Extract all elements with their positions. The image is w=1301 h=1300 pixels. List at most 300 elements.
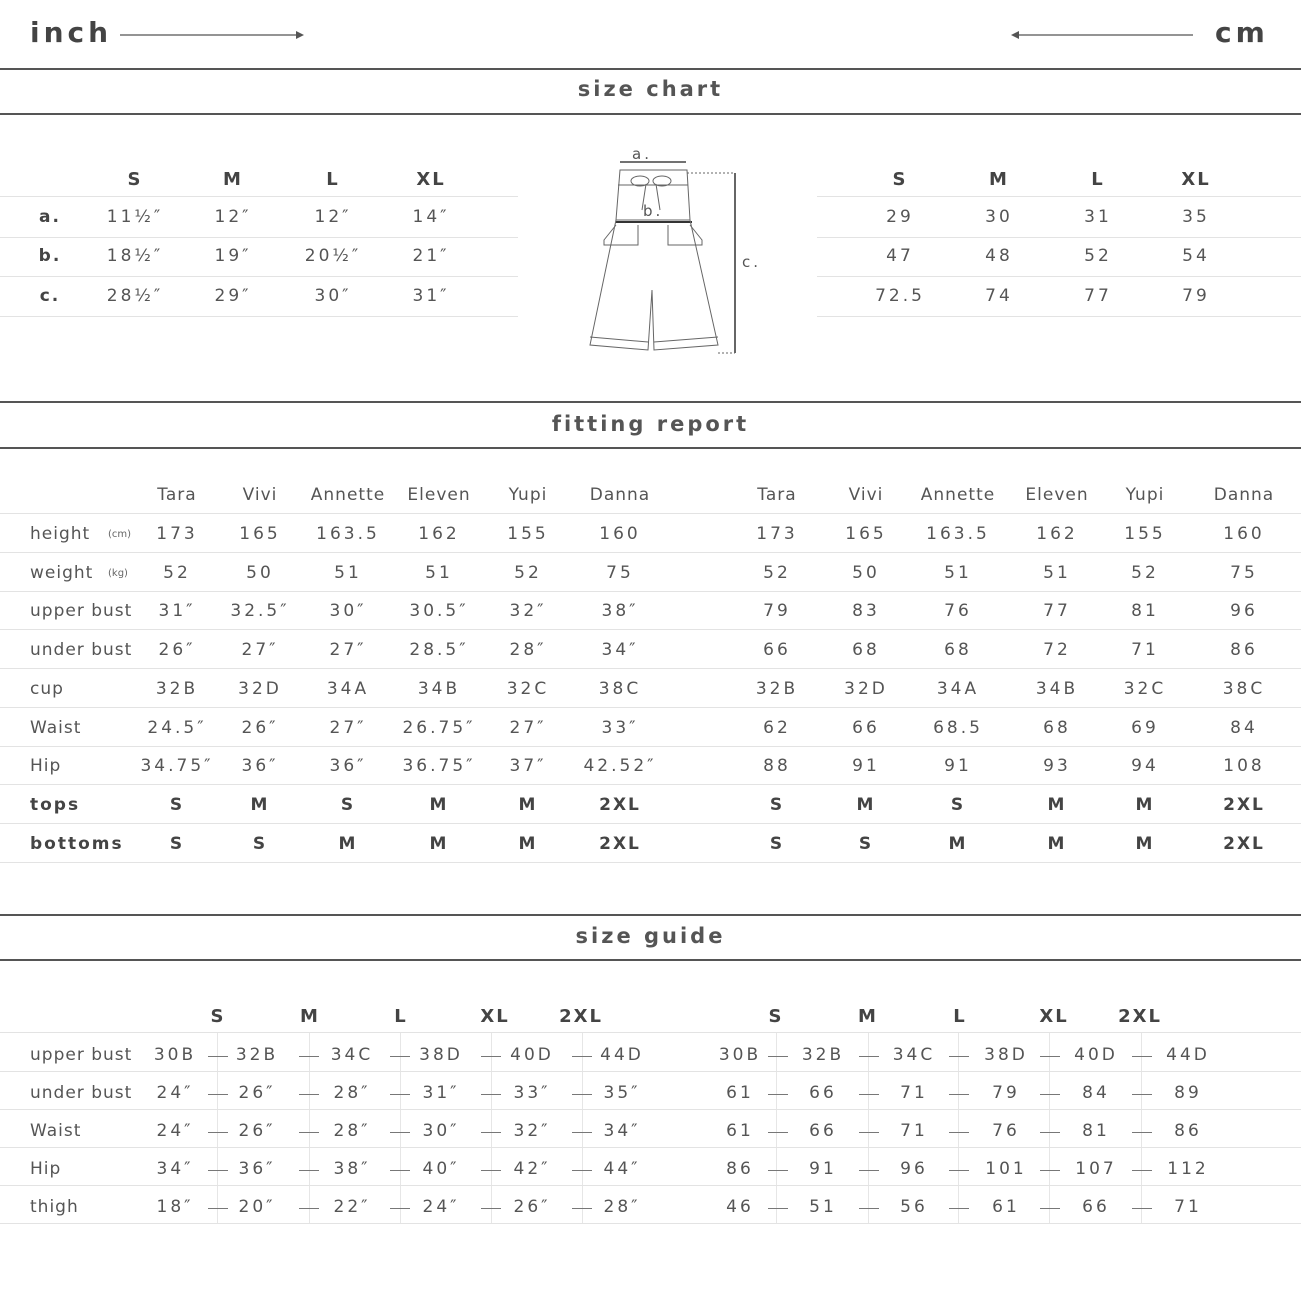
guide-cell-inch: 28″ (333, 1121, 371, 1141)
divider (0, 914, 1301, 916)
fitting-cell-cm: 93 (1043, 756, 1071, 777)
fitting-cell-inch: 32B (155, 678, 199, 699)
range-dash (1132, 1208, 1152, 1209)
model-name-inch: Yupi (508, 485, 548, 505)
fitting-cell-cm: 91 (852, 756, 880, 777)
fitting-cell-inch: M (429, 794, 449, 815)
guide-cell-inch: 24″ (156, 1083, 194, 1103)
range-dash (1132, 1094, 1152, 1095)
fitting-cell-inch: M (338, 833, 358, 854)
fitting-cell-cm: 52 (763, 562, 791, 583)
range-dash (1132, 1170, 1152, 1171)
size-chart-row-label: a. (39, 207, 61, 227)
range-dash (1040, 1208, 1060, 1209)
row-divider (817, 316, 1301, 317)
fitting-row-label: cup (30, 678, 64, 699)
right-arrow-icon (120, 28, 305, 42)
fitting-cell-inch: 42.52″ (583, 756, 657, 777)
size-chart-cell-cm: 48 (985, 246, 1013, 266)
diagram-label-b: b. (643, 202, 664, 220)
column-divider (400, 1033, 401, 1223)
divider (0, 959, 1301, 961)
size-header-inch: S (127, 169, 143, 190)
fitting-cell-inch: 36″ (329, 756, 367, 777)
unit-label: (cm) (108, 529, 132, 540)
column-divider (1049, 1033, 1050, 1223)
fitting-cell-cm: 32B (755, 678, 799, 699)
size-chart-cell-cm: 52 (1084, 246, 1112, 266)
fitting-cell-inch: 38″ (601, 601, 639, 622)
fitting-cell-inch: 173 (156, 524, 198, 544)
diagram-label-c: c. (742, 253, 762, 271)
size-header-cm: XL (1181, 169, 1211, 190)
size-chart-cell-inch: 14″ (412, 207, 450, 227)
fitting-cell-inch: 51 (425, 562, 453, 583)
column-divider (582, 1033, 583, 1223)
fitting-cell-inch: 26.75″ (402, 717, 476, 738)
range-dash (299, 1094, 319, 1095)
size-chart-cell-inch: 30″ (314, 286, 352, 306)
guide-cell-inch: 26″ (238, 1121, 276, 1141)
fitting-cell-inch: 160 (599, 524, 641, 544)
guide-cell-cm: 61 (992, 1197, 1020, 1217)
size-chart-cell-cm: 30 (985, 207, 1013, 227)
cm-unit-label: cm (1215, 16, 1269, 49)
guide-cell-cm: 56 (900, 1197, 928, 1217)
fitting-cell-cm: 94 (1131, 756, 1159, 777)
range-dash (949, 1094, 969, 1095)
row-divider (0, 707, 1301, 708)
fitting-cell-inch: 27″ (241, 640, 279, 661)
fitting-cell-inch: 31″ (158, 601, 196, 622)
guide-cell-cm: 30B (718, 1045, 762, 1065)
fitting-cell-cm: 75 (1230, 562, 1258, 583)
range-dash (299, 1132, 319, 1133)
guide-cell-inch: 32″ (513, 1121, 551, 1141)
range-dash (481, 1132, 501, 1133)
row-divider (0, 1185, 1301, 1186)
range-dash (768, 1094, 788, 1095)
guide-size-header-inch: M (300, 1006, 320, 1027)
range-dash (572, 1094, 592, 1095)
guide-cell-cm: 38D (984, 1045, 1028, 1065)
range-dash (859, 1094, 879, 1095)
row-divider (817, 237, 1301, 238)
range-dash (1132, 1132, 1152, 1133)
fitting-cell-inch: 28.5″ (409, 640, 469, 661)
guide-cell-cm: 112 (1167, 1159, 1209, 1179)
guide-cell-cm: 40D (1074, 1045, 1118, 1065)
range-dash (481, 1094, 501, 1095)
row-divider (0, 316, 518, 317)
model-name-cm: Annette (920, 485, 996, 505)
fitting-cell-cm: 165 (845, 524, 887, 544)
model-name-cm: Eleven (1025, 485, 1089, 505)
range-dash (572, 1132, 592, 1133)
fitting-cell-cm: 163.5 (926, 524, 990, 544)
fitting-cell-inch: 52 (514, 562, 542, 583)
range-dash (208, 1132, 228, 1133)
model-name-inch: Tara (157, 485, 197, 505)
model-name-inch: Eleven (407, 485, 471, 505)
guide-size-header-inch: L (394, 1006, 408, 1027)
size-header-cm: S (892, 169, 908, 190)
range-dash (768, 1056, 788, 1057)
fitting-cell-cm: 79 (763, 601, 791, 622)
size-chart-row-label: c. (39, 286, 61, 306)
size-chart-cell-inch: 21″ (412, 246, 450, 266)
guide-cell-cm: 32B (801, 1045, 845, 1065)
fitting-cell-inch: 36.75″ (402, 756, 476, 777)
guide-cell-cm: 101 (985, 1159, 1027, 1179)
guide-cell-cm: 71 (1174, 1197, 1202, 1217)
fitting-cell-inch: 34B (417, 678, 461, 699)
range-dash (390, 1208, 410, 1209)
column-divider (491, 1033, 492, 1223)
row-divider (0, 1071, 1301, 1072)
fitting-cell-cm: 72 (1043, 640, 1071, 661)
fitting-cell-inch: 2XL (599, 794, 641, 815)
guide-cell-inch: 35″ (603, 1083, 641, 1103)
range-dash (1132, 1056, 1152, 1057)
size-chart-cell-cm: 77 (1084, 286, 1112, 306)
guide-cell-inch: 42″ (513, 1159, 551, 1179)
size-chart-cell-inch: 29″ (214, 286, 252, 306)
size-header-inch: M (223, 169, 243, 190)
guide-size-header-inch: 2XL (559, 1006, 603, 1027)
guide-cell-cm: 91 (809, 1159, 837, 1179)
guide-cell-cm: 51 (809, 1197, 837, 1217)
divider (0, 447, 1301, 449)
guide-size-header-cm: 2XL (1118, 1006, 1162, 1027)
row-divider (0, 1032, 1301, 1033)
guide-cell-cm: 71 (900, 1083, 928, 1103)
range-dash (949, 1056, 969, 1057)
range-dash (1040, 1094, 1060, 1095)
fitting-cell-cm: M (1135, 833, 1155, 854)
guide-row-label: under bust (30, 1083, 133, 1103)
fitting-cell-cm: 2XL (1223, 794, 1265, 815)
range-dash (572, 1170, 592, 1171)
size-chart-cell-cm: 74 (985, 286, 1013, 306)
fitting-cell-cm: 155 (1124, 524, 1166, 544)
fitting-cell-cm: 52 (1131, 562, 1159, 583)
fitting-cell-cm: S (858, 833, 874, 854)
fitting-report-title: fitting report (551, 412, 750, 436)
fitting-row-label: under bust (30, 640, 133, 661)
size-chart-cell-inch: 18½″ (106, 246, 164, 266)
guide-cell-inch: 34″ (603, 1121, 641, 1141)
range-dash (1040, 1132, 1060, 1133)
range-dash (859, 1170, 879, 1171)
fitting-row-label: bottoms (30, 833, 124, 854)
diagram-label-a: a. (632, 145, 652, 163)
guide-cell-cm: 86 (1174, 1121, 1202, 1141)
range-dash (1040, 1170, 1060, 1171)
fitting-row-label: upper bust (30, 601, 133, 622)
fitting-cell-inch: 32.5″ (230, 601, 290, 622)
guide-cell-inch: 20″ (238, 1197, 276, 1217)
fitting-cell-cm: 66 (852, 717, 880, 738)
fitting-cell-inch: 163.5 (316, 524, 380, 544)
range-dash (949, 1132, 969, 1133)
size-chart-cell-cm: 72.5 (875, 286, 925, 306)
range-dash (208, 1094, 228, 1095)
size-chart-cell-cm: 47 (886, 246, 914, 266)
fitting-cell-cm: M (1135, 794, 1155, 815)
fitting-cell-inch: S (340, 794, 356, 815)
guide-size-header-cm: XL (1039, 1006, 1069, 1027)
guide-cell-inch: 26″ (238, 1083, 276, 1103)
range-dash (768, 1132, 788, 1133)
fitting-cell-cm: M (1047, 794, 1067, 815)
fitting-cell-cm: 84 (1230, 717, 1258, 738)
fitting-cell-inch: 38C (598, 678, 642, 699)
range-dash (572, 1056, 592, 1057)
fitting-cell-cm: 32C (1123, 678, 1167, 699)
row-divider (0, 591, 1301, 592)
guide-cell-cm: 81 (1082, 1121, 1110, 1141)
guide-cell-inch: 34″ (156, 1159, 194, 1179)
guide-size-header-cm: L (953, 1006, 967, 1027)
guide-cell-inch: 38″ (333, 1159, 371, 1179)
guide-cell-inch: 40″ (422, 1159, 460, 1179)
fitting-row-label: tops (30, 794, 81, 815)
fitting-cell-cm: S (769, 833, 785, 854)
pants-diagram-icon (580, 140, 760, 375)
fitting-cell-cm: 71 (1131, 640, 1159, 661)
fitting-cell-inch: 24.5″ (147, 717, 207, 738)
column-divider (958, 1033, 959, 1223)
column-divider (868, 1033, 869, 1223)
fitting-row-label: weight (30, 562, 94, 583)
fitting-cell-cm: 162 (1036, 524, 1078, 544)
guide-row-label: Hip (30, 1159, 62, 1179)
fitting-row-label: Waist (30, 717, 82, 738)
guide-size-header-inch: S (210, 1006, 226, 1027)
row-divider (0, 823, 1301, 824)
range-dash (859, 1208, 879, 1209)
fitting-cell-cm: 68 (944, 640, 972, 661)
row-divider (0, 784, 1301, 785)
guide-cell-cm: 71 (900, 1121, 928, 1141)
range-dash (299, 1170, 319, 1171)
guide-size-header-cm: M (858, 1006, 878, 1027)
fitting-cell-inch: 2XL (599, 833, 641, 854)
guide-cell-cm: 61 (726, 1121, 754, 1141)
column-divider (776, 1033, 777, 1223)
guide-row-label: Waist (30, 1121, 82, 1141)
fitting-cell-inch: S (252, 833, 268, 854)
fitting-cell-cm: 38C (1222, 678, 1266, 699)
fitting-row-label: Hip (30, 756, 62, 777)
range-dash (949, 1208, 969, 1209)
fitting-cell-cm: 173 (756, 524, 798, 544)
guide-cell-inch: 33″ (513, 1083, 551, 1103)
guide-cell-inch: 36″ (238, 1159, 276, 1179)
model-name-cm: Danna (1213, 485, 1275, 505)
range-dash (481, 1170, 501, 1171)
size-chart-cell-inch: 31″ (412, 286, 450, 306)
guide-cell-inch: 26″ (513, 1197, 551, 1217)
guide-cell-inch: 30″ (422, 1121, 460, 1141)
inch-unit-label: inch (30, 16, 113, 49)
guide-cell-inch: 22″ (333, 1197, 371, 1217)
row-divider (0, 862, 1301, 863)
fitting-cell-inch: 34″ (601, 640, 639, 661)
row-divider (0, 552, 1301, 553)
range-dash (768, 1208, 788, 1209)
fitting-cell-inch: 33″ (601, 717, 639, 738)
guide-cell-inch: 24″ (422, 1197, 460, 1217)
fitting-cell-cm: 160 (1223, 524, 1265, 544)
size-chart-cell-inch: 28½″ (106, 286, 164, 306)
model-name-cm: Tara (757, 485, 797, 505)
guide-cell-inch: 40D (510, 1045, 554, 1065)
fitting-cell-cm: 68.5 (933, 717, 983, 738)
row-divider (0, 1223, 1301, 1224)
row-divider (817, 276, 1301, 277)
range-dash (299, 1208, 319, 1209)
fitting-cell-cm: 86 (1230, 640, 1258, 661)
range-dash (208, 1170, 228, 1171)
fitting-cell-inch: 162 (418, 524, 460, 544)
range-dash (481, 1208, 501, 1209)
range-dash (390, 1132, 410, 1133)
size-chart-cell-inch: 20½″ (304, 246, 362, 266)
fitting-cell-cm: 108 (1223, 756, 1265, 777)
fitting-cell-cm: 77 (1043, 601, 1071, 622)
range-dash (208, 1208, 228, 1209)
size-header-inch: L (326, 169, 340, 190)
fitting-cell-cm: 34B (1035, 678, 1079, 699)
row-divider (817, 196, 1301, 197)
guide-row-label: upper bust (30, 1045, 133, 1065)
guide-row-label: thigh (30, 1197, 79, 1217)
row-divider (0, 1109, 1301, 1110)
fitting-cell-inch: 51 (334, 562, 362, 583)
range-dash (859, 1132, 879, 1133)
fitting-cell-inch: 27″ (329, 717, 367, 738)
fitting-cell-cm: 2XL (1223, 833, 1265, 854)
fitting-cell-cm: 68 (1043, 717, 1071, 738)
size-guide-title: size guide (575, 924, 726, 948)
guide-cell-inch: 34C (330, 1045, 374, 1065)
size-chart-cell-inch: 19″ (214, 246, 252, 266)
guide-cell-inch: 31″ (422, 1083, 460, 1103)
guide-size-header-cm: S (768, 1006, 784, 1027)
size-chart-cell-inch: 12″ (314, 207, 352, 227)
row-divider (0, 513, 1301, 514)
fitting-cell-inch: 165 (239, 524, 281, 544)
range-dash (768, 1170, 788, 1171)
size-chart-cell-cm: 79 (1182, 286, 1210, 306)
range-dash (572, 1208, 592, 1209)
divider (0, 68, 1301, 70)
fitting-cell-cm: 50 (852, 562, 880, 583)
fitting-cell-inch: 34A (326, 678, 370, 699)
fitting-cell-cm: M (948, 833, 968, 854)
guide-cell-inch: 32B (235, 1045, 279, 1065)
size-chart-cell-inch: 12″ (214, 207, 252, 227)
row-divider (0, 746, 1301, 747)
fitting-cell-cm: M (1047, 833, 1067, 854)
fitting-cell-cm: 51 (1043, 562, 1071, 583)
model-name-cm: Vivi (848, 485, 884, 505)
fitting-cell-inch: 27″ (509, 717, 547, 738)
guide-cell-inch: 28″ (603, 1197, 641, 1217)
fitting-cell-cm: 62 (763, 717, 791, 738)
column-divider (1141, 1033, 1142, 1223)
guide-cell-cm: 34C (892, 1045, 936, 1065)
size-chart-cell-inch: 11½″ (106, 207, 164, 227)
size-chart-row-label: b. (38, 246, 62, 266)
column-divider (217, 1033, 218, 1223)
fitting-cell-inch: S (169, 833, 185, 854)
size-header-inch: XL (416, 169, 446, 190)
range-dash (390, 1056, 410, 1057)
range-dash (299, 1056, 319, 1057)
fitting-cell-cm: 32D (844, 678, 888, 699)
guide-cell-cm: 79 (992, 1083, 1020, 1103)
fitting-cell-inch: 37″ (509, 756, 547, 777)
fitting-cell-inch: 26″ (241, 717, 279, 738)
fitting-cell-inch: M (518, 833, 538, 854)
row-divider (0, 276, 518, 277)
row-divider (0, 668, 1301, 669)
range-dash (481, 1056, 501, 1057)
unit-label: (kg) (108, 567, 128, 579)
fitting-cell-inch: 36″ (241, 756, 279, 777)
range-dash (859, 1056, 879, 1057)
divider (0, 401, 1301, 403)
guide-size-header-inch: XL (480, 1006, 510, 1027)
left-arrow-icon (1010, 28, 1195, 42)
fitting-cell-inch: 52 (163, 562, 191, 583)
range-dash (1040, 1056, 1060, 1057)
model-name-inch: Annette (310, 485, 386, 505)
size-chart-cell-cm: 29 (886, 207, 914, 227)
fitting-cell-inch: 34.75″ (140, 756, 214, 777)
fitting-cell-cm: 68 (852, 640, 880, 661)
fitting-cell-cm: 76 (944, 601, 972, 622)
range-dash (208, 1056, 228, 1057)
fitting-cell-inch: 32C (506, 678, 550, 699)
fitting-cell-cm: 81 (1131, 601, 1159, 622)
fitting-cell-inch: 27″ (329, 640, 367, 661)
guide-cell-cm: 86 (726, 1159, 754, 1179)
fitting-cell-inch: 155 (507, 524, 549, 544)
fitting-cell-cm: 51 (944, 562, 972, 583)
guide-cell-inch: 44D (600, 1045, 644, 1065)
fitting-cell-cm: M (856, 794, 876, 815)
fitting-cell-cm: 66 (763, 640, 791, 661)
model-name-inch: Vivi (242, 485, 278, 505)
size-chart-cell-cm: 35 (1182, 207, 1210, 227)
fitting-cell-inch: M (250, 794, 270, 815)
fitting-cell-cm: 91 (944, 756, 972, 777)
fitting-cell-inch: 75 (606, 562, 634, 583)
range-dash (390, 1094, 410, 1095)
fitting-cell-inch: 30″ (329, 601, 367, 622)
guide-cell-inch: 38D (419, 1045, 463, 1065)
size-header-cm: M (989, 169, 1009, 190)
fitting-cell-cm: 83 (852, 601, 880, 622)
model-name-inch: Danna (589, 485, 651, 505)
column-divider (309, 1033, 310, 1223)
fitting-cell-inch: S (169, 794, 185, 815)
guide-cell-cm: 61 (726, 1083, 754, 1103)
